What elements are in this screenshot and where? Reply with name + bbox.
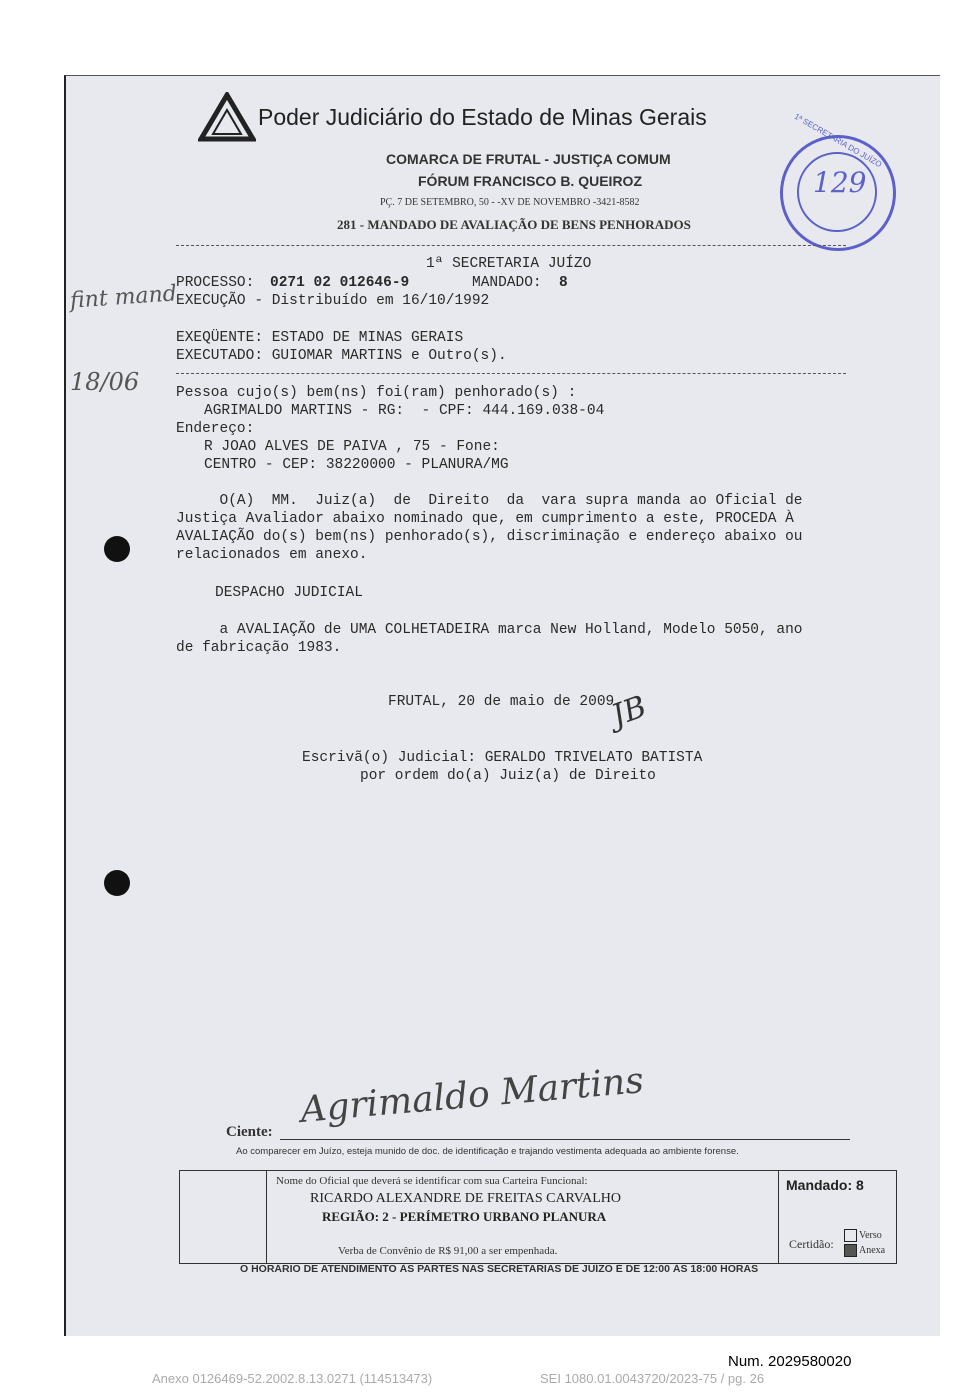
footer-num: Num. 2029580020 xyxy=(728,1353,852,1370)
despacho-line-2: de fabricação 1983. xyxy=(176,640,342,656)
place-date: FRUTAL, 20 de maio de 2009. xyxy=(388,694,623,710)
margin-note-line2: 18/06 xyxy=(70,368,140,396)
execucao-line: EXECUÇÃO - Distribuído em 16/10/1992 xyxy=(176,293,490,309)
institution-title: Poder Judiciário do Estado de Minas Gerais xyxy=(258,104,707,130)
officer-name: RICARDO ALEXANDRE DE FREITAS CARVALHO xyxy=(310,1191,621,1206)
box-mandado: Mandado: 8 xyxy=(786,1177,864,1193)
margin-note xyxy=(70,228,177,424)
ciente-signature: Agrimaldo Martins xyxy=(298,1060,646,1131)
secretaria-stamp xyxy=(780,111,896,251)
officer-box xyxy=(179,1170,897,1264)
anexa-checkbox[interactable] xyxy=(844,1244,857,1257)
person-name: AGRIMALDO MARTINS - RG: - CPF: 444.169.038-04 xyxy=(204,403,605,419)
body-line-1: O(A) MM. Juiz(a) de Direito da vara supra manda ao Oficial de xyxy=(176,493,803,509)
verso-checkbox[interactable] xyxy=(844,1229,857,1242)
secretaria-line: 1ª SECRETARIA JUÍZO xyxy=(426,256,592,272)
verso-label: Verso xyxy=(859,1229,882,1241)
certidao-label: Certidão: xyxy=(789,1237,834,1251)
despacho-title: DESPACHO JUDICIAL xyxy=(215,585,363,601)
mandado-number: 8 xyxy=(559,275,568,291)
ciente-notice: Ao comparecer em Juízo, esteja munido de doc. de identificação e trajando vestimenta adequada ao ambiente forense. xyxy=(236,1146,739,1157)
binder-hole-top xyxy=(104,536,130,562)
anexa-label: Anexa xyxy=(859,1244,886,1256)
body-line-2: Justiça Avaliador abaixo nominado que, em cumprimento a este, PROCEDA À xyxy=(176,511,794,527)
address-label: Endereço: xyxy=(176,421,255,437)
margin-note-line1: fint mand xyxy=(69,281,178,314)
officer-intro: Nome do Oficial que deverá se identificar com sua Carteira Funcional: xyxy=(276,1175,588,1187)
executado-line: EXECUTADO: GUIOMAR MARTINS e Outro(s). xyxy=(176,348,507,364)
escriva-line: Escrivã(o) Judicial: GERALDO TRIVELATO BATISTA xyxy=(302,750,703,766)
por-ordem-line: por ordem do(a) Juiz(a) de Direito xyxy=(360,768,656,784)
anexa-option[interactable] xyxy=(844,1244,885,1257)
stamp-text: 1ª SECRETARIA DO JUÍZO xyxy=(792,111,884,170)
city-line: CENTRO - CEP: 38220000 - PLANURA/MG xyxy=(204,457,509,473)
processo-label: PROCESSO: xyxy=(176,275,255,291)
verso-option[interactable] xyxy=(844,1229,882,1242)
initials-signature: JB xyxy=(607,689,652,734)
officer-verba: Verba de Convênio de R$ 91,00 a ser empenhada. xyxy=(338,1245,558,1257)
ciente-rule xyxy=(280,1139,850,1140)
body-line-3: AVALIAÇÃO do(s) bem(ns) penhorado(s), discriminação e endereço abaixo ou xyxy=(176,529,803,545)
document-type: 281 - MANDADO DE AVALIAÇÃO DE BENS PENHORADOS xyxy=(337,217,691,232)
separator-mid xyxy=(176,373,846,374)
triangle-logo xyxy=(198,92,256,142)
binder-hole-bottom xyxy=(104,870,130,896)
stamp-number: 129 xyxy=(813,166,867,199)
footer-sei: SEI 1080.01.0043720/2023-75 / pg. 26 xyxy=(540,1371,765,1386)
person-heading: Pessoa cujo(s) bem(ns) foi(ram) penhorado(s) : xyxy=(176,385,577,401)
processo-number: 0271 02 012646-9 xyxy=(270,275,410,291)
forum-address: PÇ. 7 DE SETEMBRO, 50 - -XV DE NOVEMBRO -3421-8582 xyxy=(380,197,640,208)
street-line: R JOAO ALVES DE PAIVA , 75 - Fone: xyxy=(204,439,500,455)
exequente-line: EXEQÜENTE: ESTADO DE MINAS GERAIS xyxy=(176,330,464,346)
hours-notice: O HORÁRIO DE ATENDIMENTO ÀS PARTES NAS SECRETARIAS DE JUÍZO É DE 12:00 ÀS 18:00 HORAS xyxy=(240,1263,759,1275)
body-line-4: relacionados em anexo. xyxy=(176,547,368,563)
comarca-title: COMARCA DE FRUTAL - JUSTIÇA COMUM xyxy=(386,151,671,167)
footer-anexo: Anexo 0126469-52.2002.8.13.0271 (114513473) xyxy=(152,1371,433,1386)
forum-title: FÓRUM FRANCISCO B. QUEIROZ xyxy=(418,173,642,189)
despacho-line-1: a AVALIAÇÃO de UMA COLHETADEIRA marca New Holland, Modelo 5050, ano xyxy=(176,622,803,638)
separator-top xyxy=(176,245,846,246)
mandado-label: MANDADO: xyxy=(472,275,542,291)
ciente-label: Ciente: xyxy=(226,1124,273,1140)
officer-region: REGIÃO: 2 - PERÍMETRO URBANO PLANURA xyxy=(322,1209,607,1224)
